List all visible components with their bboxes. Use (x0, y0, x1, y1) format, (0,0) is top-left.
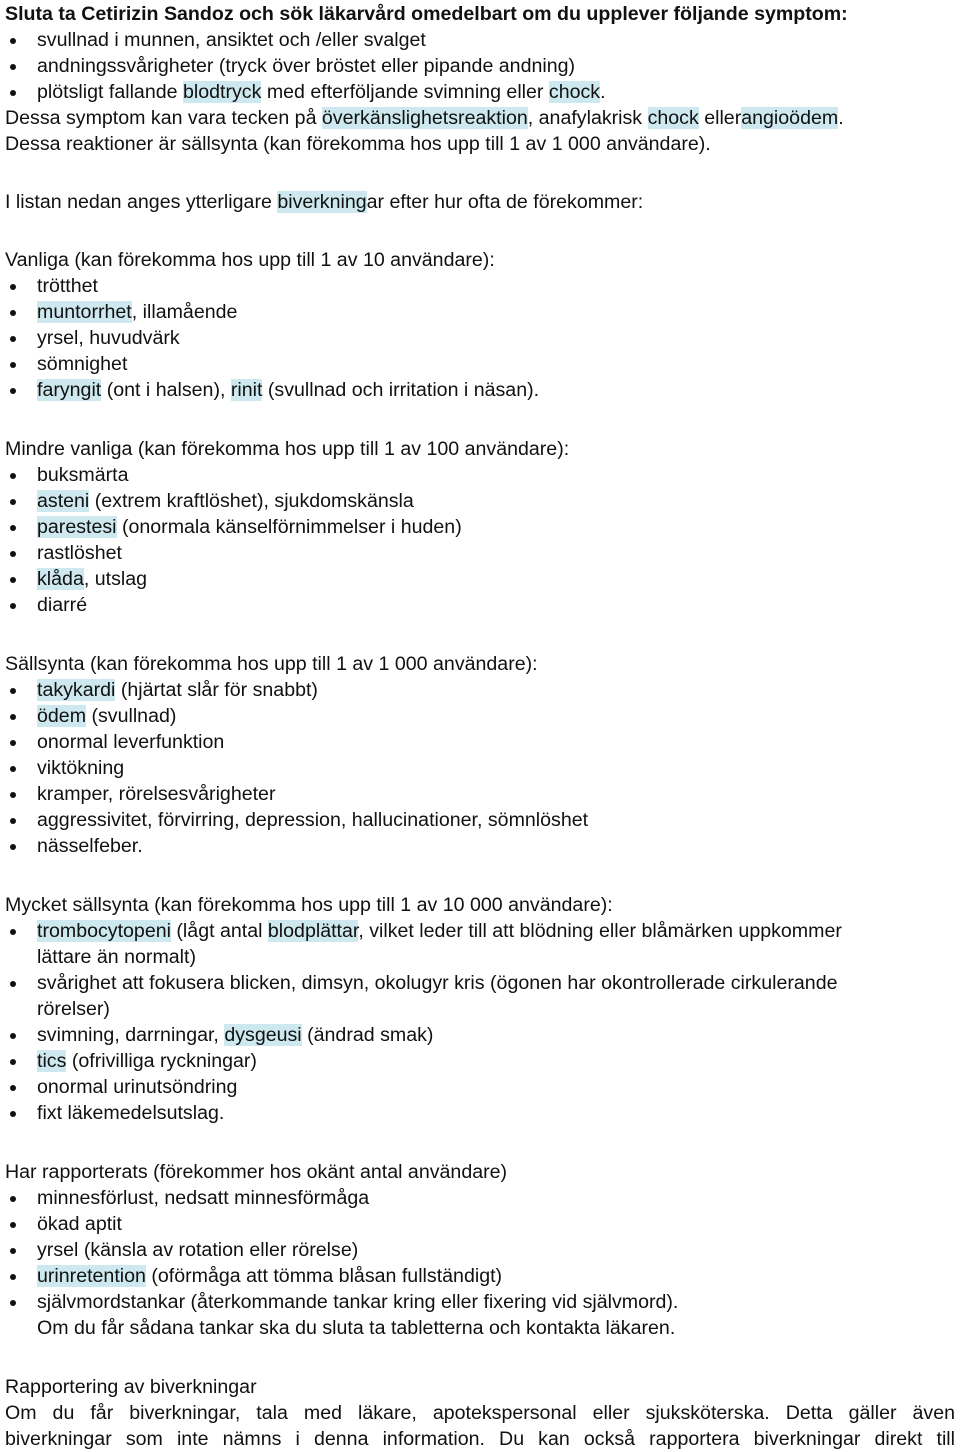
text-segment: viktökning (37, 757, 125, 779)
list-item (37, 729, 224, 755)
text-segment: (hjärtat slår för snabbt) (115, 679, 318, 701)
highlighted-term: rinit (230, 379, 263, 401)
list-item (37, 79, 606, 105)
highlighted-term: dysgeusi (224, 1024, 302, 1046)
highlighted-term: urinretention (37, 1265, 146, 1287)
list-item (37, 540, 122, 566)
bullet-icon (10, 688, 16, 694)
text-segment: med efterföljande svimning eller (261, 81, 549, 103)
text-segment: andningssvårigheter (tryck över bröstet eller pipande andning) (37, 55, 576, 77)
bullet-icon (10, 603, 16, 609)
highlighted-term: överkänslighetsreaktion (321, 107, 528, 129)
section-title: Vanliga (kan förekomma hos upp till 1 av 10 användare): (5, 249, 495, 271)
text-segment: självmordstankar (återkommande tankar kring eller fixering vid självmord). (37, 1291, 679, 1313)
bullet-icon (10, 1300, 16, 1306)
text-segment: (svullnad och irritation i näsan). (262, 379, 540, 401)
bullet-icon (10, 714, 16, 720)
bullet-icon (10, 388, 16, 394)
bullet-icon (10, 981, 16, 987)
text-segment: (svullnad) (86, 705, 177, 727)
text-segment: I listan nedan anges ytterligare (5, 191, 278, 213)
text-segment: kramper, rörelsesvårigheter (37, 783, 276, 805)
highlighted-term: tics (37, 1050, 67, 1072)
bullet-icon (10, 1196, 16, 1202)
bullet-icon (10, 525, 16, 531)
list-item (37, 677, 318, 703)
bullet-icon (10, 551, 16, 557)
list-item (37, 488, 414, 514)
text-segment: , illamående (131, 301, 238, 323)
paragraph (5, 105, 844, 131)
text-segment: rörelser) (37, 998, 110, 1020)
list-item-continuation (37, 944, 196, 970)
text-segment: plötsligt fallande (37, 81, 183, 103)
bullet-icon (10, 792, 16, 798)
bullet-icon (10, 929, 16, 935)
list-item (37, 1211, 122, 1237)
text-segment: yrsel, huvudvärk (37, 327, 180, 349)
list-item (37, 781, 275, 807)
list-item-continuation (37, 1315, 675, 1341)
bullet-icon (10, 362, 16, 368)
bullet-icon (10, 336, 16, 342)
text-segment: (ändrad smak) (301, 1024, 434, 1046)
list-item (37, 53, 575, 79)
list-item (37, 970, 837, 996)
reporting-line: Om du får biverkningar, tala med läkare, apotekspersonal eller sjuksköterska. Detta gäller även (5, 1402, 955, 1424)
list-item (37, 514, 462, 540)
bullet-icon (10, 1111, 16, 1117)
text-segment: minnesförlust, nedsatt minnesförmåga (37, 1187, 370, 1209)
bullet-icon (10, 818, 16, 824)
text-segment: . (600, 81, 606, 103)
section-title: Mindre vanliga (kan förekomma hos upp till 1 av 100 användare): (5, 438, 570, 460)
text-segment: yrsel (känsla av rotation eller rörelse) (37, 1239, 359, 1261)
list-item (37, 1022, 433, 1048)
text-segment: ökad aptit (37, 1213, 122, 1235)
bullet-icon (10, 1222, 16, 1228)
text-segment: buksmärta (37, 464, 129, 486)
list-item (37, 1074, 237, 1100)
list-item (37, 273, 98, 299)
text-segment: , utslag (83, 568, 148, 590)
list-item (37, 566, 147, 592)
highlighted-term: faryngit (37, 379, 102, 401)
text-segment: ar efter hur ofta de förekommer: (366, 191, 644, 213)
bullet-icon (10, 844, 16, 850)
list-item (37, 755, 124, 781)
highlighted-term: parestesi (37, 516, 117, 538)
text-segment: rastlöshet (37, 542, 122, 564)
list-item (37, 1263, 502, 1289)
bullet-icon (10, 766, 16, 772)
text-segment: (ofrivilliga ryckningar) (66, 1050, 257, 1072)
list-item-continuation (37, 996, 110, 1022)
text-segment: (ont i halsen), (101, 379, 231, 401)
bullet-icon (10, 310, 16, 316)
highlighted-term: chock (548, 81, 601, 103)
text-segment: aggressivitet, förvirring, depression, hallucinationer, sömnlöshet (37, 809, 589, 831)
section-title: Mycket sällsynta (kan förekomma hos upp till 1 av 10 000 användare): (5, 894, 613, 916)
text-segment: Om du får sådana tankar ska du sluta ta tabletterna och kontakta läkaren. (37, 1317, 676, 1339)
highlighted-term: blodplättar (267, 920, 359, 942)
text-segment: , anafylakrisk (527, 107, 648, 129)
list-item (37, 462, 128, 488)
paragraph (5, 131, 711, 157)
section-title: Har rapporterats (förekommer hos okänt antal användare) (5, 1161, 508, 1183)
list-item (37, 1048, 257, 1074)
text-segment: trötthet (37, 275, 98, 297)
text-segment: diarré (37, 594, 88, 616)
text-segment: , vilket leder till att blödning eller blåmärken uppkommer (358, 920, 842, 942)
list-item (37, 377, 539, 403)
text-segment: svimning, darrningar, (37, 1024, 225, 1046)
list-item (37, 807, 588, 833)
text-segment: (onormala känselförnimmelser i huden) (116, 516, 462, 538)
list-item (37, 1100, 224, 1126)
list-item (37, 351, 127, 377)
bullet-icon (10, 1274, 16, 1280)
paragraph (5, 189, 643, 215)
text-segment: lättare än normalt) (37, 946, 196, 968)
text-segment: (oförmåga att tömma blåsan fullständigt) (145, 1265, 503, 1287)
bullet-icon (10, 1085, 16, 1091)
bullet-icon (10, 577, 16, 583)
bullet-icon (10, 284, 16, 290)
bullet-icon (10, 499, 16, 505)
list-item (37, 1237, 358, 1263)
list-item (37, 1185, 369, 1211)
text-segment: onormal leverfunktion (37, 731, 225, 753)
text-segment: svårighet att fokusera blicken, dimsyn, okolugyr kris (ögonen har okontrollerade cirkulerande (37, 972, 838, 994)
text-segment: fixt läkemedelsutslag. (37, 1102, 225, 1124)
highlighted-term: asteni (37, 490, 90, 512)
highlighted-term: klåda (37, 568, 84, 590)
text-segment: nässelfeber. (37, 835, 143, 857)
reporting-title: Rapportering av biverkningar (5, 1376, 257, 1398)
section-title: Sällsynta (kan förekomma hos upp till 1 av 1 000 användare): (5, 653, 538, 675)
bullet-icon (10, 90, 16, 96)
text-segment: . (838, 107, 844, 129)
bullet-icon (10, 64, 16, 70)
reporting-line: biverkningar som inte nämns i denna information. Du kan också rapportera biverkningar direkt till (5, 1428, 955, 1450)
text-segment: sömnighet (37, 353, 128, 375)
text-segment: Dessa symptom kan vara tecken på (5, 107, 322, 129)
text-segment: svullnad i munnen, ansiktet och /eller svalget (37, 29, 426, 51)
bullet-icon (10, 1248, 16, 1254)
list-item (37, 325, 180, 351)
list-item (37, 592, 87, 618)
list-item (37, 918, 842, 944)
text-segment: Dessa reaktioner är sällsynta (kan förekomma hos upp till 1 av 1 000 användare). (5, 133, 711, 155)
list-item (37, 1289, 678, 1315)
highlighted-term: blodtryck (182, 81, 262, 103)
highlighted-term: biverkning (277, 191, 367, 213)
text-segment: (extrem kraftlöshet), sjukdomskänsla (89, 490, 414, 512)
highlighted-term: chock (647, 107, 699, 129)
highlighted-term: muntorrhet (37, 301, 132, 323)
text-segment: eller (698, 107, 742, 129)
highlighted-term: angioödem (741, 107, 839, 129)
highlighted-term: takykardi (37, 679, 116, 701)
text-segment: onormal urinutsöndring (37, 1076, 238, 1098)
text-segment: (lågt antal (170, 920, 268, 942)
bullet-icon (10, 38, 16, 44)
highlighted-term: trombocytopeni (37, 920, 171, 942)
bullet-icon (10, 1033, 16, 1039)
list-item (37, 833, 143, 859)
bullet-icon (10, 1059, 16, 1065)
warning-heading: Sluta ta Cetirizin Sandoz och sök läkarvård omedelbart om du upplever följande symptom: (5, 3, 848, 25)
bullet-icon (10, 473, 16, 479)
list-item (37, 703, 176, 729)
list-item (37, 27, 426, 53)
bullet-icon (10, 740, 16, 746)
highlighted-term: ödem (37, 705, 87, 727)
list-item (37, 299, 237, 325)
